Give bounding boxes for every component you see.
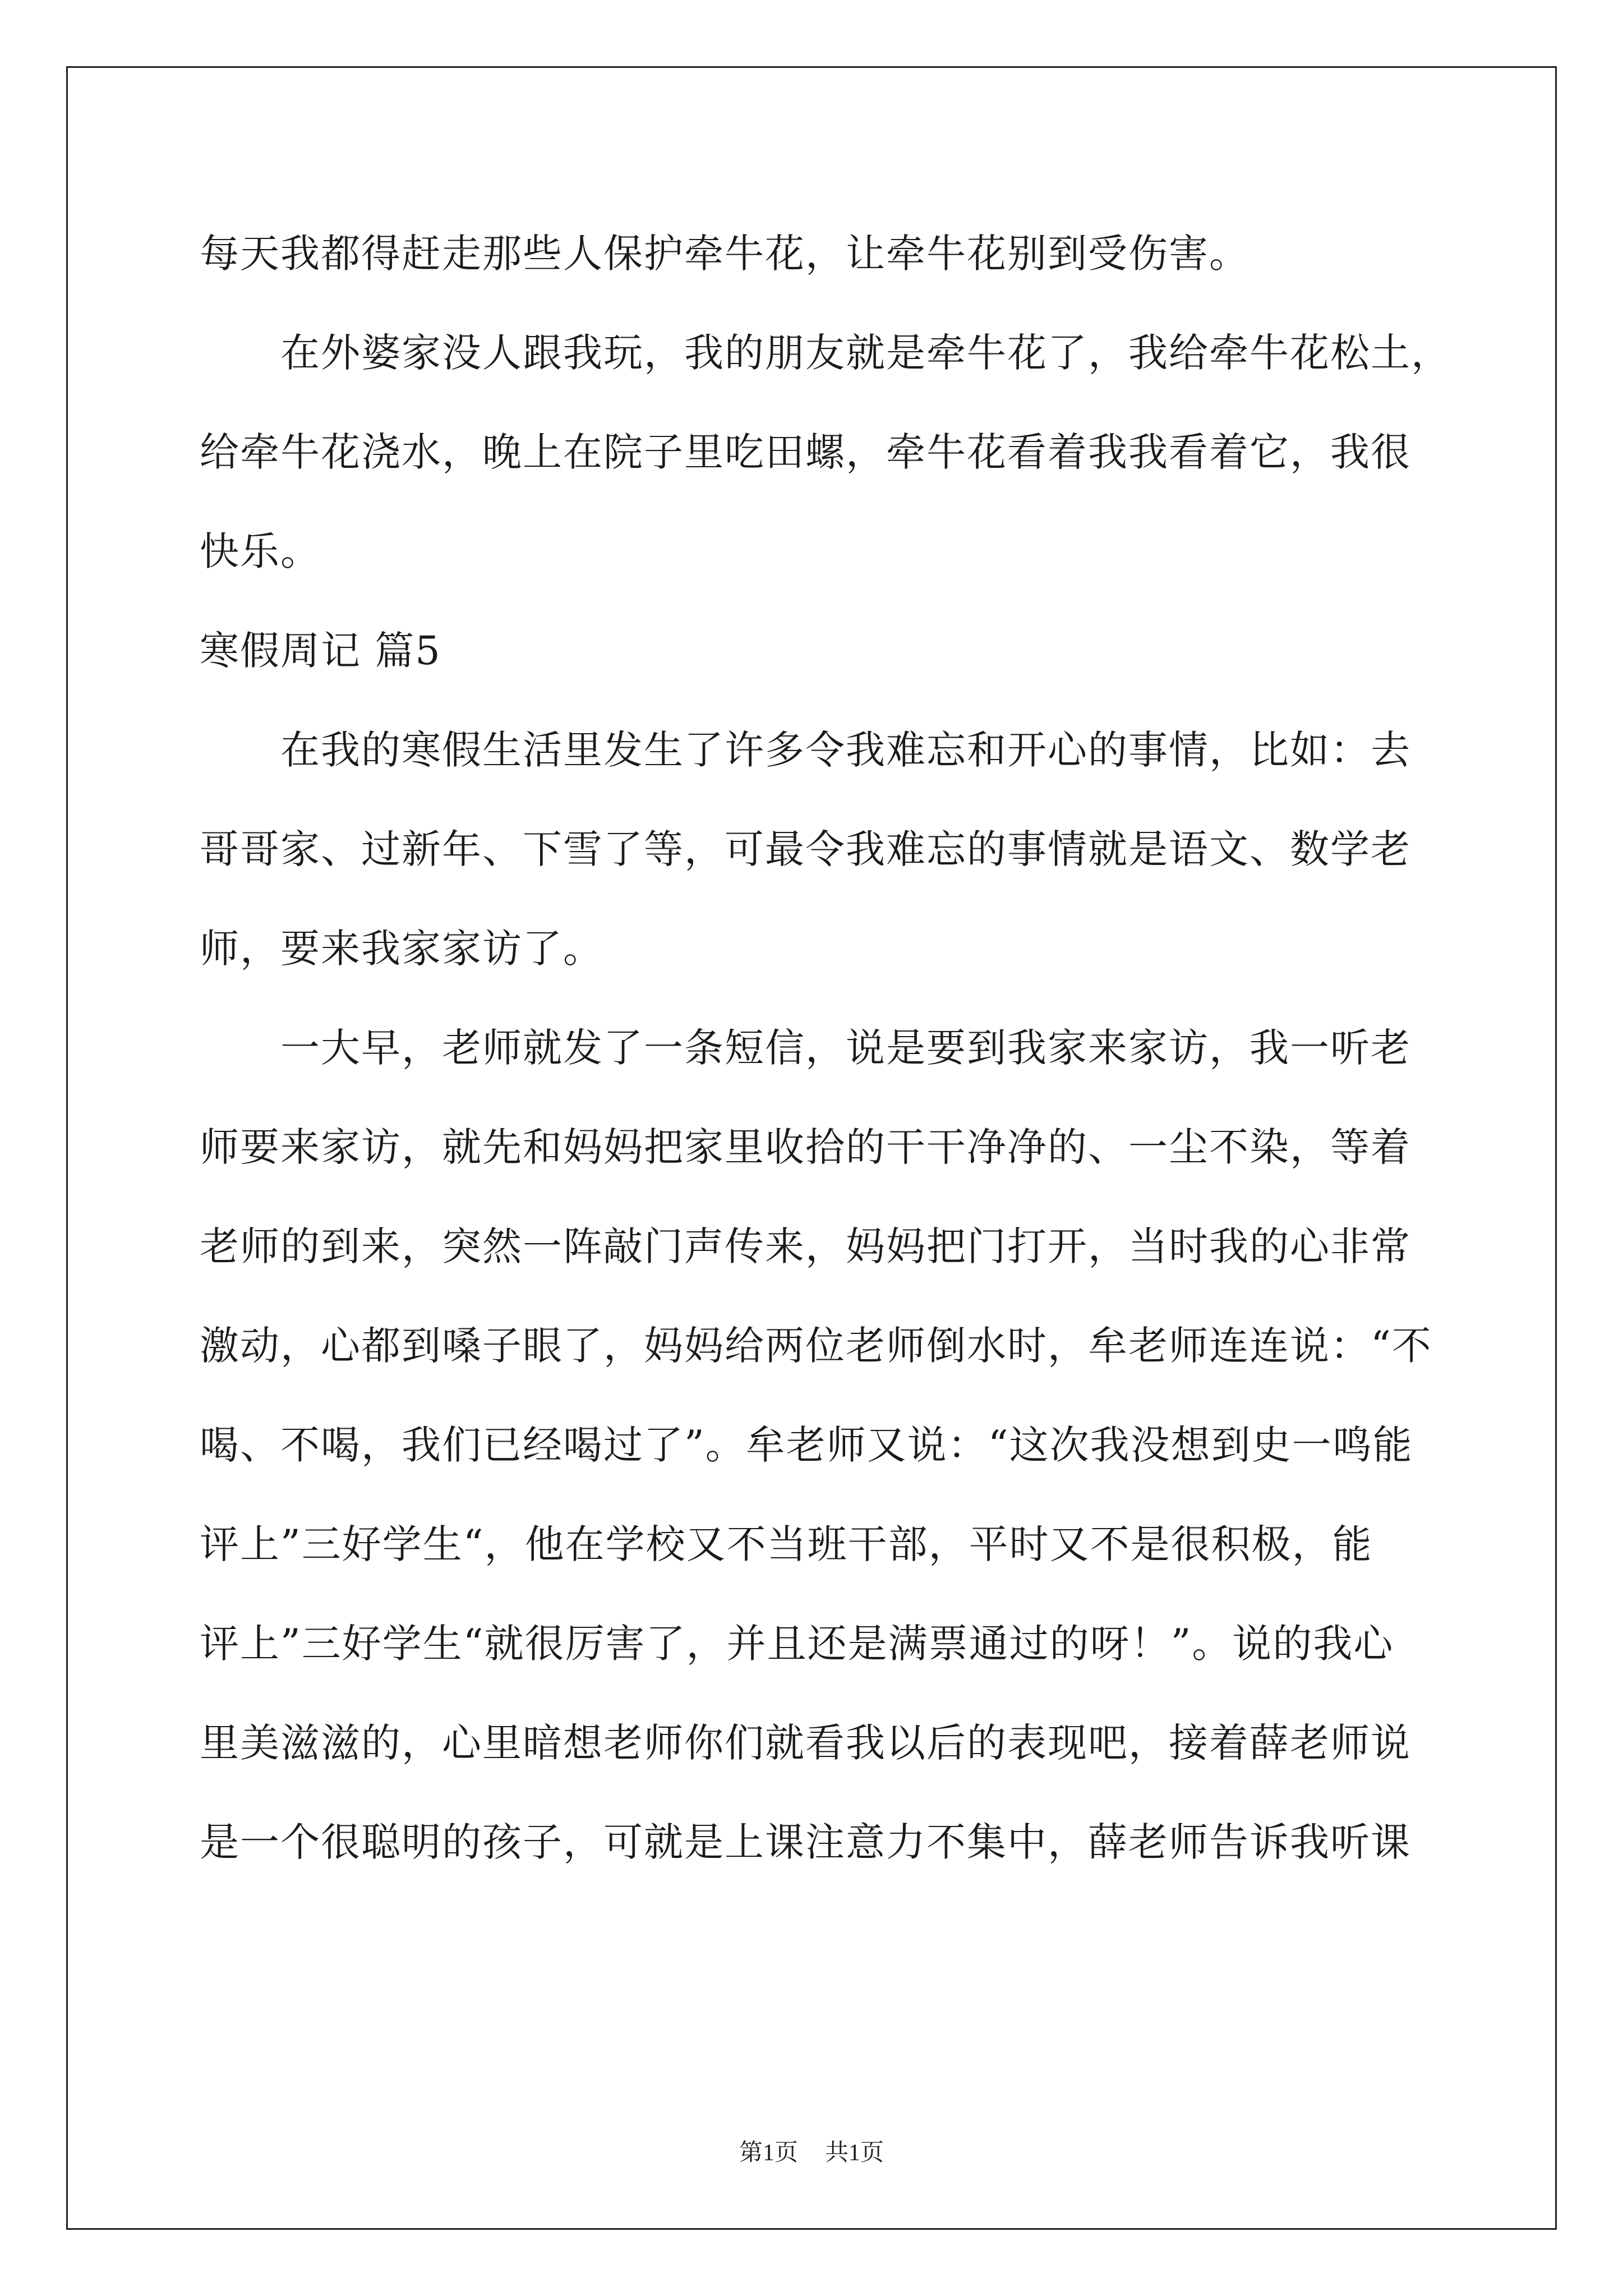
text-line: 在我的寒假生活里发生了许多令我难忘和开心的事情，比如：去 <box>200 727 1411 773</box>
text-line: 里美滋滋的，心里暗想老师你们就看我以后的表现吧，接着薛老师说 <box>200 1720 1411 1766</box>
page-number-total: 共1页 <box>825 2140 884 2166</box>
text-line: 是一个很聪明的孩子，可就是上课注意力不集中，薛老师告诉我听课 <box>200 1819 1411 1865</box>
page-number-current: 第1页 <box>739 2140 798 2166</box>
text-line: 老师的到来，突然一阵敲门声传来，妈妈把门打开，当时我的心非常 <box>200 1223 1411 1269</box>
page-footer <box>0 2136 1623 2170</box>
text-line: 给牵牛花浇水，晚上在院子里吃田螺，牵牛花看着我我看着它，我很 <box>200 429 1411 475</box>
text-line: 一大早，老师就发了一条短信，说是要到我家来家访，我一听老 <box>200 1025 1411 1071</box>
text-line: 喝、不喝，我们已经喝过了”。牟老师又说：“这次我没想到史一鸣能 <box>200 1422 1413 1468</box>
text-line: 快乐。 <box>200 528 321 574</box>
text-line: 评上”三好学生“就很厉害了，并且还是满票通过的呀！”。说的我心 <box>200 1621 1394 1667</box>
text-line: 哥哥家、过新年、下雪了等，可最令我难忘的事情就是语文、数学老 <box>200 826 1411 872</box>
text-line: 师要来家访，就先和妈妈把家里收拾的干干净净的、一尘不染，等着 <box>200 1124 1411 1170</box>
text-line: 每天我都得赶走那些人保护牵牛花，让牵牛花别到受伤害。 <box>200 231 1249 277</box>
text-line: 师，要来我家家访了。 <box>200 926 603 972</box>
text-line: 评上”三好学生“，他在学校又不当班干部，平时又不是很积极，能 <box>200 1521 1373 1567</box>
section-heading: 寒假周记 篇5 <box>200 628 441 674</box>
text-line: 激动，心都到嗓子眼了，妈妈给两位老师倒水时，牟老师连连说：“不 <box>200 1323 1432 1369</box>
text-line: 在外婆家没人跟我玩，我的朋友就是牵牛花了，我给牵牛花松土， <box>200 330 1451 376</box>
